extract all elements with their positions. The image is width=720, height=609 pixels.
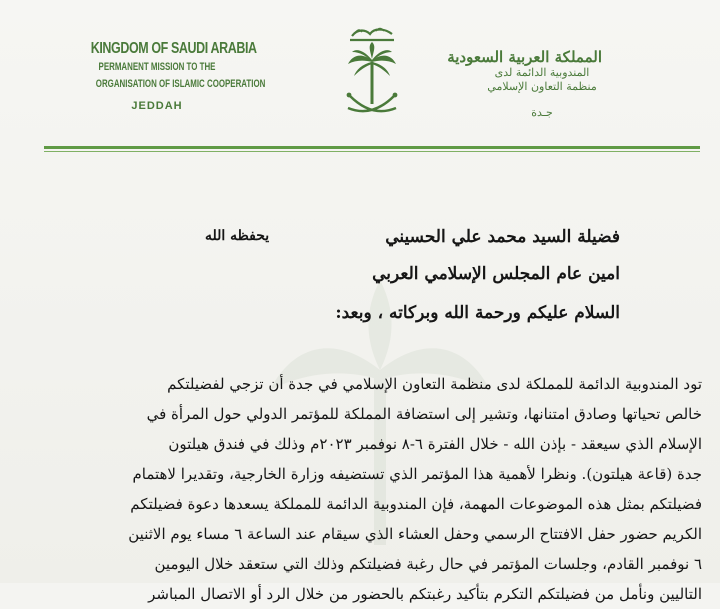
- letterhead-en-sub1: PERMANENT MISSION TO THE: [98, 61, 216, 73]
- letterhead-en-title: KINGDOM OF SAUDI ARABIA: [90, 40, 257, 57]
- letterhead-divider: [44, 146, 700, 149]
- honorific: يحفظه الله: [205, 228, 270, 244]
- letterhead-divider-thin: [44, 151, 700, 152]
- body-line: فضيلتكم بمثل هذه الموضوعات المهمة، فإن المندوبية الدائمة للمملكة يسعدها دعوة فضيلتكم: [130, 495, 702, 513]
- letterhead-en-sub2: ORGANISATION OF ISLAMIC COOPERATION: [95, 78, 266, 90]
- body-line: خالص تحياتها وصادق امتنانها، وتشير إلى استضافة المملكة للمؤتمر الدولي حول المرأة في: [146, 405, 702, 423]
- body-line: ٦ نوفمبر القادم، وجلسات المؤتمر في حال رغبة فضيلتكم وذلك التي ستعقد خلال اليومين: [154, 555, 702, 573]
- body-line: جدة (قاعة هيلتون). ونظرا لأهمية هذا المؤتمر الذي تستضيفه وزارة الخارجية، وتقديرا لاهتمام: [132, 465, 702, 483]
- english-letterhead: [72, 40, 266, 112]
- body-line: تود المندوبية الدائمة للمملكة لدى منظمة التعاون الإسلامي في جدة أن تزجي لفضيلتكم: [167, 375, 702, 393]
- letterhead-en-city: JEDDAH: [131, 100, 183, 112]
- letterhead-ar-title: المملكة العربية السعودية: [447, 48, 602, 66]
- addressee-title: امين عام المجلس الإسلامي العربي: [372, 264, 620, 284]
- letterhead-ar-city: جـدة: [531, 106, 553, 119]
- body-line: الكريم حضور حفل الافتتاح الرسمي وحفل العشاء الذي سيقام عند الساعة ٦ مساء يوم الاثنين: [128, 525, 702, 543]
- saudi-emblem-icon: [340, 22, 404, 132]
- letter-paragraph: [22, 369, 702, 609]
- letterhead-ar-sub1: المندوبية الدائمة لدى: [494, 66, 590, 79]
- arabic-letterhead: [447, 48, 602, 119]
- addressee-name: فضيلة السيد محمد علي الحسيني: [385, 227, 620, 247]
- greeting: السلام عليكم ورحمة الله وبركاته ، وبعد:: [335, 303, 620, 323]
- body-line: التاليين ونأمل من فضيلتكم التكرم بتأكيد رغبتكم بالحضور من خلال الرد أو الاتصال المباشر: [148, 585, 702, 603]
- letterhead-ar-sub2: منظمة التعاون الإسلامي: [487, 80, 597, 93]
- body-line: الإسلام الذي سيعقد - بإذن الله - خلال الفترة ٦-٨ نوفمبر ٢٠٢٣م وذلك في فندق هيلتون: [168, 435, 702, 453]
